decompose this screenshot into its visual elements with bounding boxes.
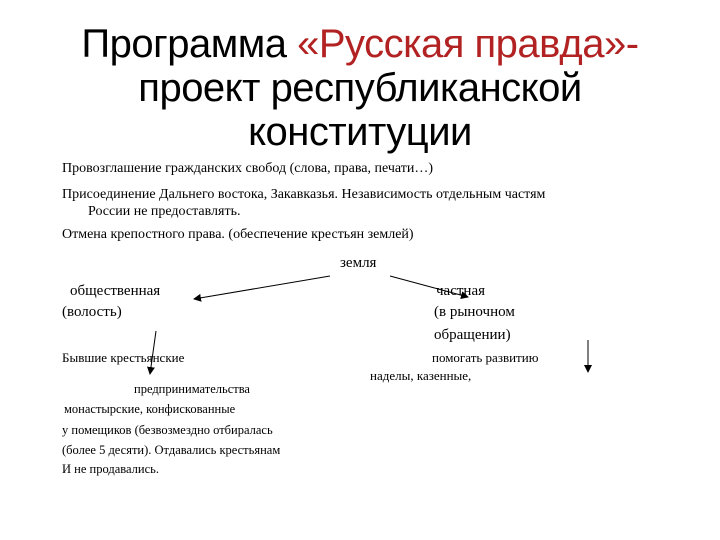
- left-note-enterprise: предпринимательства: [134, 382, 250, 396]
- land-public-sub: (волость): [62, 304, 122, 320]
- point-serfdom: Отмена крепостного права. (обеспечение крестьян землей): [62, 227, 414, 242]
- point-annexation: Присоединение Дальнего востока, Закавказья. Независимость отдельным частям: [62, 187, 546, 202]
- arrow-down-left: [150, 331, 156, 374]
- right-note-help-develop: помогать развитию: [432, 350, 539, 365]
- left-note-landlords: у помещиков (безвозмездно отбиралась: [62, 423, 273, 437]
- left-note-monastery: монастырские, конфискованные: [64, 402, 236, 416]
- arrow-to-private: [390, 276, 468, 297]
- left-note-not-sold: И не продавались.: [62, 462, 159, 476]
- land-private-sub-2: обращении): [434, 327, 511, 343]
- left-note-over-5-dessiatins: (более 5 десяти). Отдавались крестьянам: [62, 443, 281, 457]
- point-civil-liberties: Провозглашение гражданских свобод (слова, права, печати…): [62, 161, 433, 176]
- land-root-label: земля: [340, 255, 377, 271]
- arrow-to-public: [194, 276, 330, 299]
- land-public-label: общественная: [70, 283, 161, 299]
- land-private-sub-1: (в рыночном: [434, 304, 515, 320]
- right-note-allotments: наделы, казенные,: [370, 368, 472, 383]
- land-private-label: частная: [436, 283, 485, 299]
- title-accent: «Русская правда»-: [297, 22, 639, 66]
- title-part-1: Программа: [81, 22, 298, 66]
- title-line-2: проект республиканской: [138, 66, 582, 110]
- title-line-3: конституции: [248, 110, 472, 154]
- point-annexation-cont: России не предоставлять.: [88, 204, 241, 219]
- left-note-former-peasant: Бывшие крестьянские: [62, 350, 185, 365]
